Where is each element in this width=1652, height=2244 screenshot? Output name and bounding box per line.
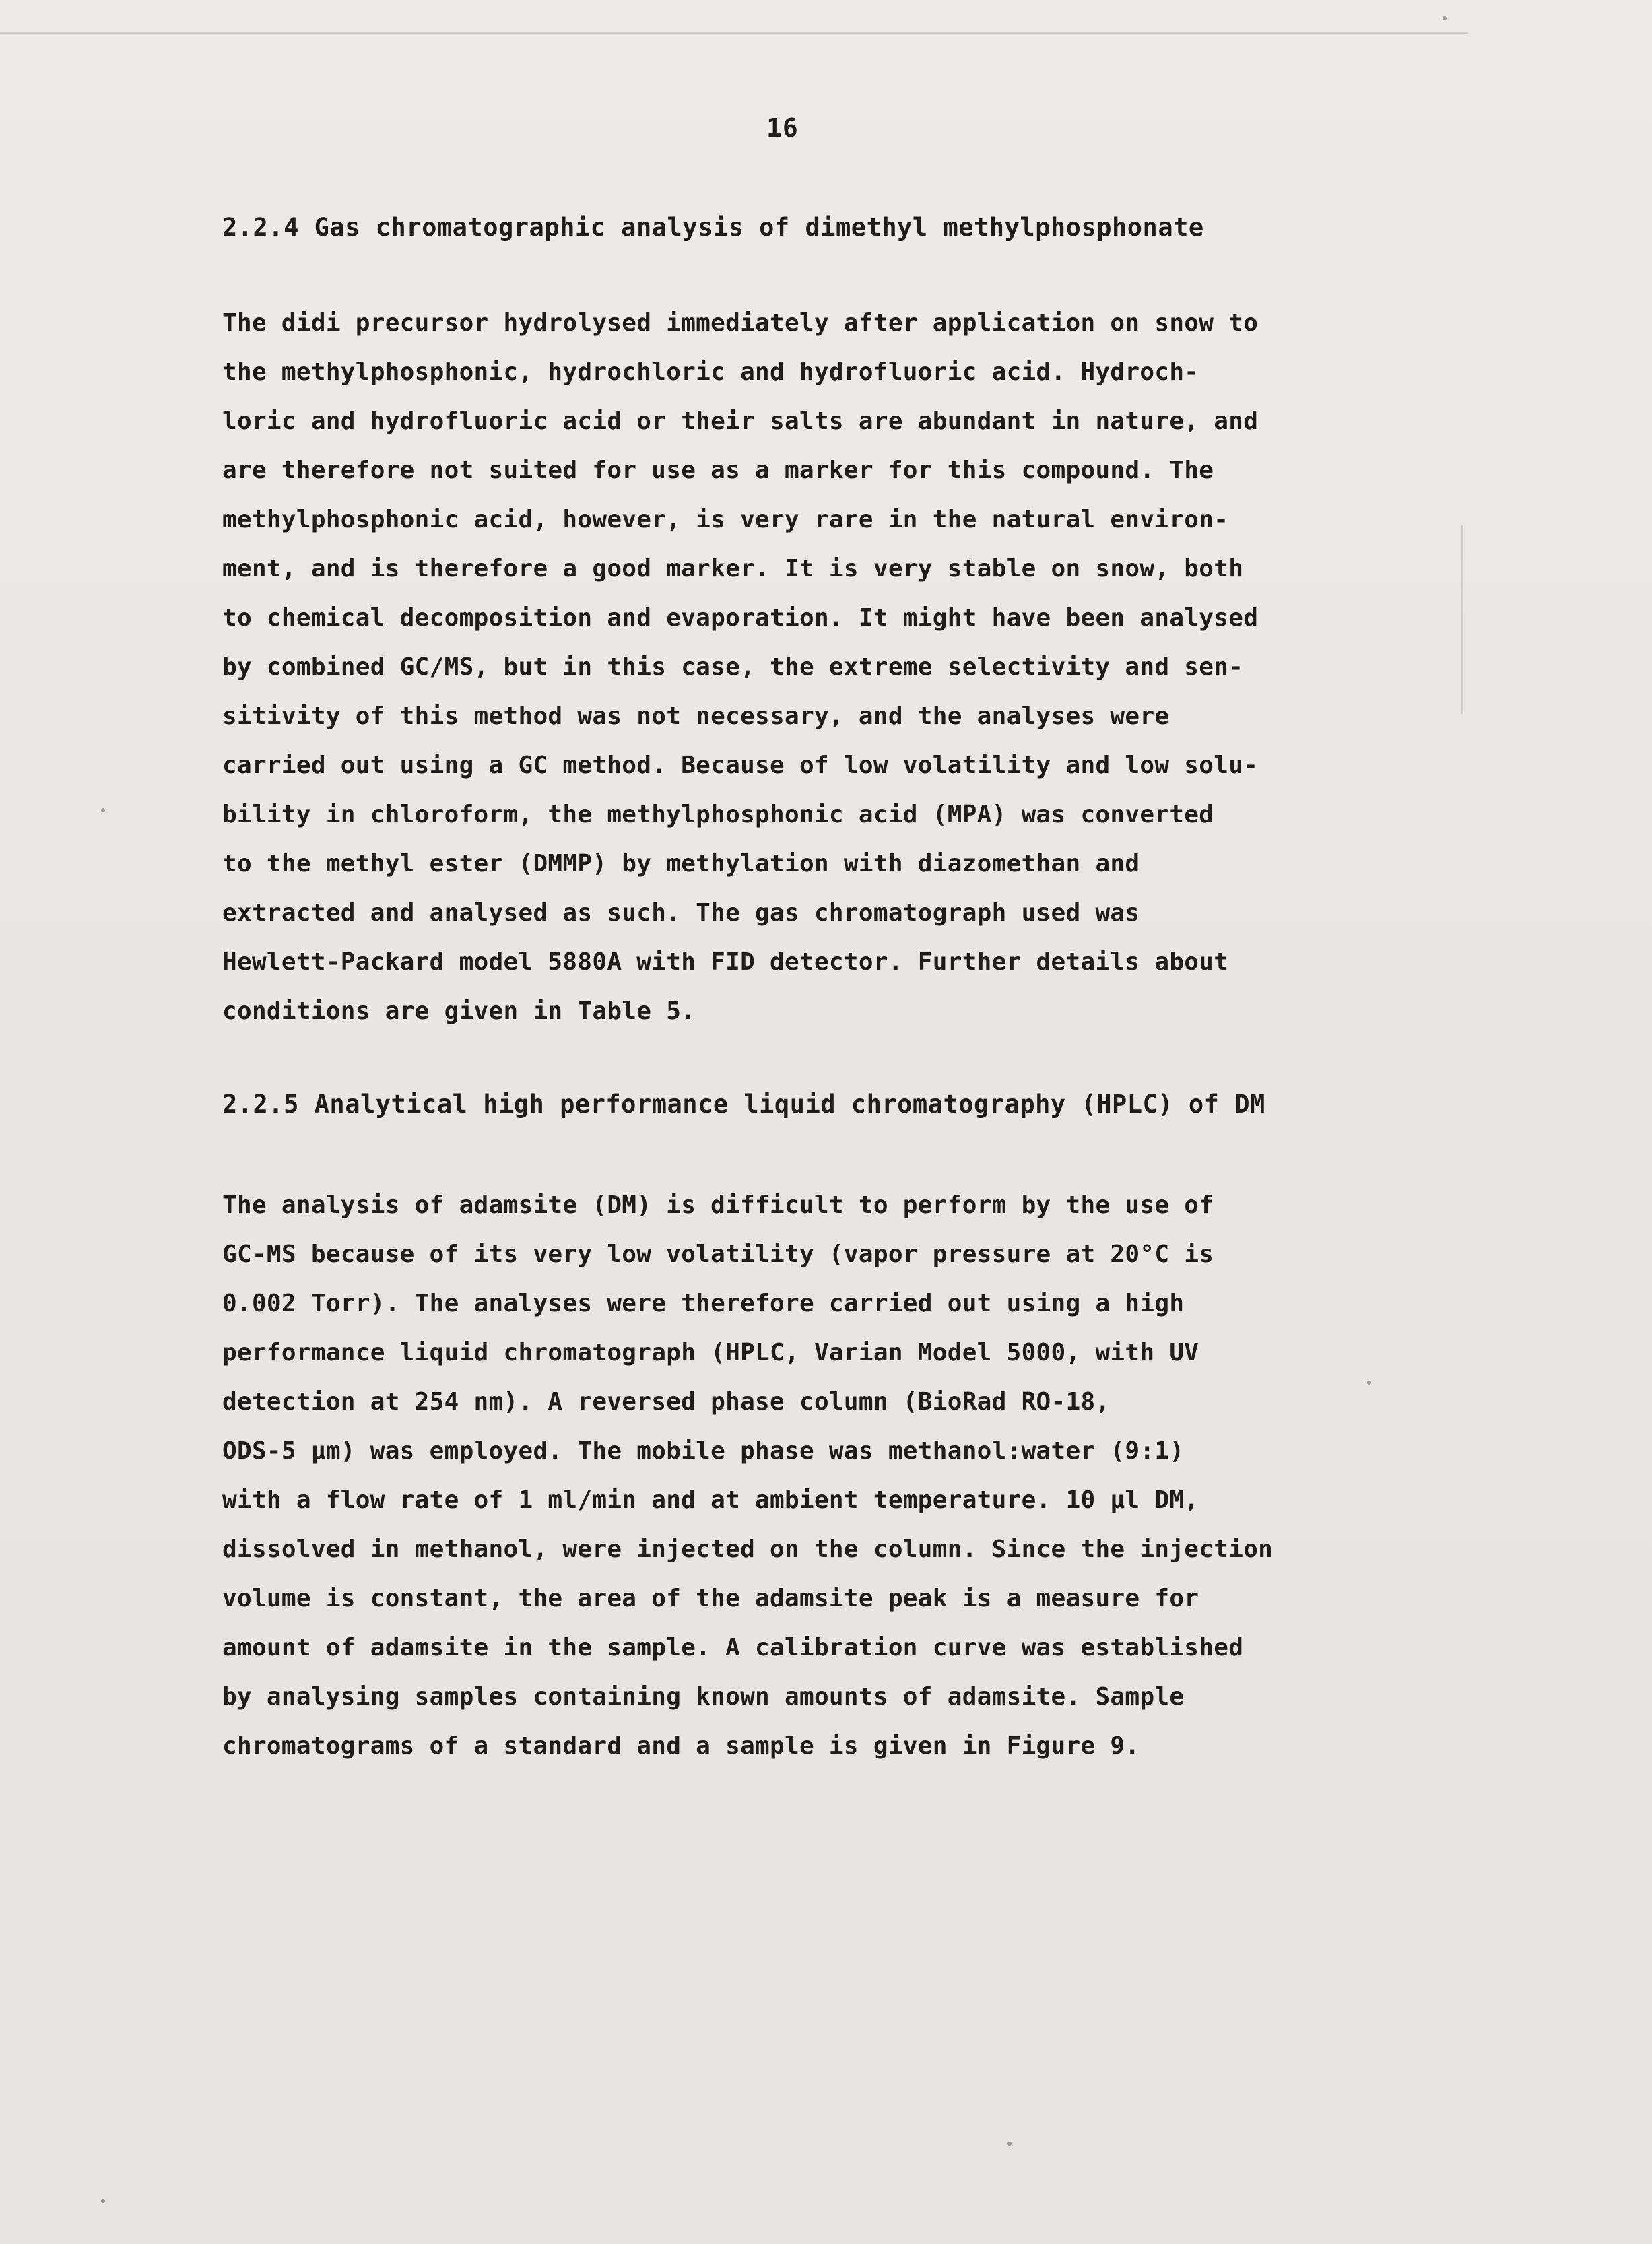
section-paragraph [222,298,1421,1036]
scan-speck [101,2199,105,2203]
paragraph-line: performance liquid chromatograph (HPLC, Varian Model 5000, with UV [222,1339,1199,1366]
paragraph-line: loric and hydrofluoric acid or their salts are abundant in nature, and [222,407,1259,435]
paragraph-line: sitivity of this method was not necessary, and the analyses were [222,702,1170,730]
paragraph-line: carried out using a GC method. Because of low volatility and low solu- [222,752,1259,779]
paragraph-line: volume is constant, the area of the adamsite peak is a measure for [222,1585,1199,1612]
paragraph-line: The analysis of adamsite (DM) is difficult to perform by the use of [222,1191,1214,1219]
section-heading: 2.2.5 Analytical high performance liquid chromatography (HPLC) of DM [222,1090,1265,1119]
paragraph-line: detection at 254 nm). A reversed phase column (BioRad RO-18, [222,1388,1111,1416]
paragraph-line: conditions are given in Table 5. [222,997,696,1025]
paragraph-line: amount of adamsite in the sample. A calibration curve was established [222,1634,1244,1661]
paragraph-line: by analysing samples containing known amounts of adamsite. Sample [222,1683,1185,1711]
scan-speck [1443,16,1447,20]
paragraph-line: the methylphosphonic, hydrochloric and hydrofluoric acid. Hydroch- [222,358,1199,386]
paragraph-line: to chemical decomposition and evaporation. It might have been analysed [222,604,1259,632]
scan-artifact-top-line [0,32,1468,34]
paragraph-line: are therefore not suited for use as a marker for this compound. The [222,457,1214,484]
paragraph-line: methylphosphonic acid, however, is very rare in the natural environ- [222,506,1229,533]
page-number: 16 [766,113,799,143]
paragraph-line: GC-MS because of its very low volatility (vapor pressure at 20°C is [222,1241,1214,1268]
paragraph-line: Hewlett-Packard model 5880A with FID detector. Further details about [222,948,1229,976]
paragraph-line: ODS-5 μm) was employed. The mobile phase was methanol:water (9:1) [222,1437,1185,1465]
paragraph-line: chromatograms of a standard and a sample is given in Figure 9. [222,1732,1140,1760]
paragraph-line: 0.002 Torr). The analyses were therefore carried out using a high [222,1290,1185,1317]
section-2-2-4 [222,213,1421,1036]
paragraph-line: dissolved in methanol, were injected on the column. Since the injection [222,1536,1274,1563]
section-heading: 2.2.4 Gas chromatographic analysis of dimethyl methylphosphonate [222,213,1204,242]
paragraph-line: by combined GC/MS, but in this case, the extreme selectivity and sen- [222,653,1244,681]
paragraph-line: ment, and is therefore a good marker. It is very stable on snow, both [222,555,1244,583]
section-2-2-5 [222,1090,1421,1771]
paragraph-line: The didi precursor hydrolysed immediately after application on snow to [222,309,1259,337]
scan-artifact-bracket [1461,525,1463,714]
paragraph-line: extracted and analysed as such. The gas chromatograph used was [222,899,1140,927]
paragraph-line: to the methyl ester (DMMP) by methylation with diazomethan and [222,850,1140,878]
scan-speck [101,808,105,812]
section-paragraph [222,1181,1421,1771]
paragraph-line: bility in chloroform, the methylphosphonic acid (MPA) was converted [222,801,1214,828]
scan-speck [1007,2142,1012,2146]
paragraph-line: with a flow rate of 1 ml/min and at ambient temperature. 10 μl DM, [222,1486,1199,1514]
